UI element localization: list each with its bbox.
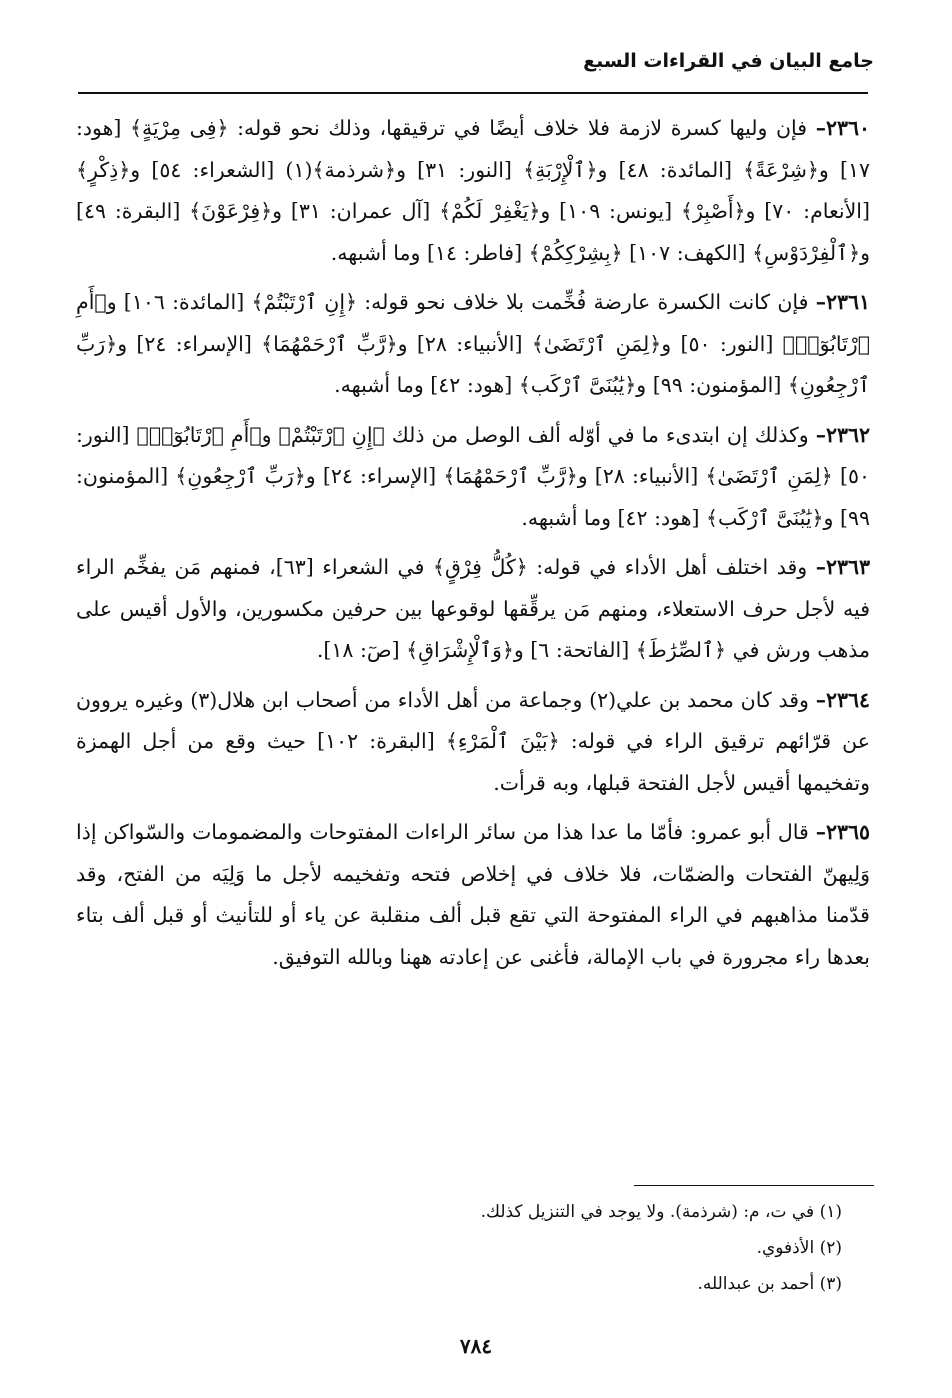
footnote: (١) في ت، م: (شرذمة). ولا يوجد في التنزيل كذلك.: [480, 1202, 842, 1222]
paragraph: [76, 415, 870, 540]
paragraph-number: ٢٣٦٢–: [815, 422, 870, 447]
paragraph-number: ٢٣٦٣–: [815, 555, 870, 579]
paragraph-number: ٢٣٦٠–: [815, 116, 870, 140]
paragraph: [76, 282, 870, 407]
paragraph: [76, 108, 870, 274]
page-number: ٧٨٤: [459, 1334, 493, 1358]
paragraph-text: وقد كان محمد بن علي(٢) وجماعة من أهل الأداء من أصحاب ابن هلال(٣) وغيره يروون عن قرّائهم ترقيق الراء في قوله: ﴿بَيْنَ ٱلْمَرْءِ﴾ [البقرة: ١٠٢] حيث وقع من أجل الهمزة وتفخيمها أقيس لأجل الفتحة قبلها، وبه قرأت.: [76, 687, 871, 795]
paragraph: [76, 680, 870, 805]
paragraph-text: فإن وليها كسرة لازمة فلا خلاف أيضًا في ترقيقها، وذلك نحو قوله: ﴿فِى مِرْيَةٍ﴾ [هود: ١٧] و﴿شِرْعَةً﴾ [المائدة: ٤٨] و﴿ٱلْإِرْبَةِ﴾ [النور: ٣١] و﴿شرذمة﴾(١) [الشعراء: ٥٤] و﴿ذِكْرٍ﴾ [الأنعام: ٧٠] و﴿أَصْبِرْ﴾ [يونس: ١٠٩] و﴿يَغْفِرْ لَكُمْ﴾ [آل عمران: ٣١] و﴿فِرْعَوْنَ﴾ [البقرة: ٤٩] و﴿ٱلْفِرْدَوْسِ﴾ [الكهف: ١٠٧] ﴿بِشِرْكِكُمْ﴾ [فاطر: ١٤] وما أشبهه.: [76, 116, 871, 265]
paragraph: [76, 547, 870, 672]
paragraph-text: فإن كانت الكسرة عارضة فُخِّمت بلا خلاف نحو قوله: ﴿إِنِ ٱرْتَبْتُمْ﴾ [المائدة: ١٠٦] و﴿أَمِ ٱرْتَابُوٓا۟﴾ [النور: ٥٠] و﴿لِمَنِ ٱرْتَضَىٰ﴾ [الأنبياء: ٢٨] و﴿رَّبِّ ٱرْحَمْهُمَا﴾ [الإسراء: ٢٤] و﴿رَبِّ ٱرْجِعُونِ﴾ [المؤمنون: ٩٩] و﴿يَٰبُنَىَّ ٱرْكَب﴾ [هود: ٤٢] وما أشبهه.: [76, 290, 871, 397]
paragraph-text: وقد اختلف أهل الأداء في قوله: ﴿كُلُّ فِرْقٍ﴾ في الشعراء [٦٣]، فمنهم مَن يفخِّم الراء فيه لأجل حرف الاستعلاء، ومنهم مَن يرقِّقها لوقوعها بين حرفين مكسورين، والأول أقيس على مذهب ورش في ﴿ٱلصِّرَٰطَ﴾ [الفاتحة: ٦] و﴿وَٱلْإِشْرَاقِ﴾ [صٓ: ١٨].: [76, 555, 870, 662]
paragraph-number: ٢٣٦٥–: [815, 820, 870, 844]
paragraph-number: ٢٣٦١–: [815, 290, 870, 314]
footnote: (٣) أحمد بن عبدالله.: [697, 1274, 842, 1294]
main-text: [76, 108, 870, 986]
footnote-rule: [634, 1185, 874, 1186]
footnote: (٢) الأذفوي.: [756, 1238, 842, 1258]
paragraph-number: ٢٣٦٤–: [815, 687, 870, 712]
running-head: جامع البيان في القراءات السبع: [583, 50, 874, 72]
header-rule: [78, 92, 868, 94]
paragraph-text: قال أبو عمرو: فأمّا ما عدا هذا من سائر الراءات المفتوحات والمضمومات والسّواكن إذا وَلِيهنّ الفتحات والضمّات، فلا خلاف في إخلاص فتحه وتفخيمه لأجل ما وَلِيَه من الفتح، وقد قدّمنا مذاهبهم في الراء المفتوحة التي تقع قبل ألف منقلبة عن ياء أو للتأنيث أو قبل ألف بتاء بعدها راء مجرورة في باب الإمالة، فأغنى عن إعادته ههنا وبالله التوفيق.: [76, 820, 870, 969]
paragraph-text: وكذلك إن ابتدىء ما في أوّله ألف الوصل من ذلك ﴿إِنِ ٱرْتَبْتُمْ﴾ و﴿أَمِ ٱرْتَابُوٓا۟﴾ [النور: ٥٠] ﴿لِمَنِ ٱرْتَضَىٰ﴾ [الأنبياء: ٢٨] و﴿رَّبِّ ٱرْحَمْهُمَا﴾ [الإسراء: ٢٤] و﴿رَبِّ ٱرْجِعُونِ﴾ [المؤمنون: ٩٩] و﴿يَٰبُنَىَّ ٱرْكَب﴾ [هود: ٤٢] وما أشبهه.: [76, 422, 871, 530]
footnotes: [78, 1194, 842, 1302]
paragraph: [76, 812, 870, 978]
